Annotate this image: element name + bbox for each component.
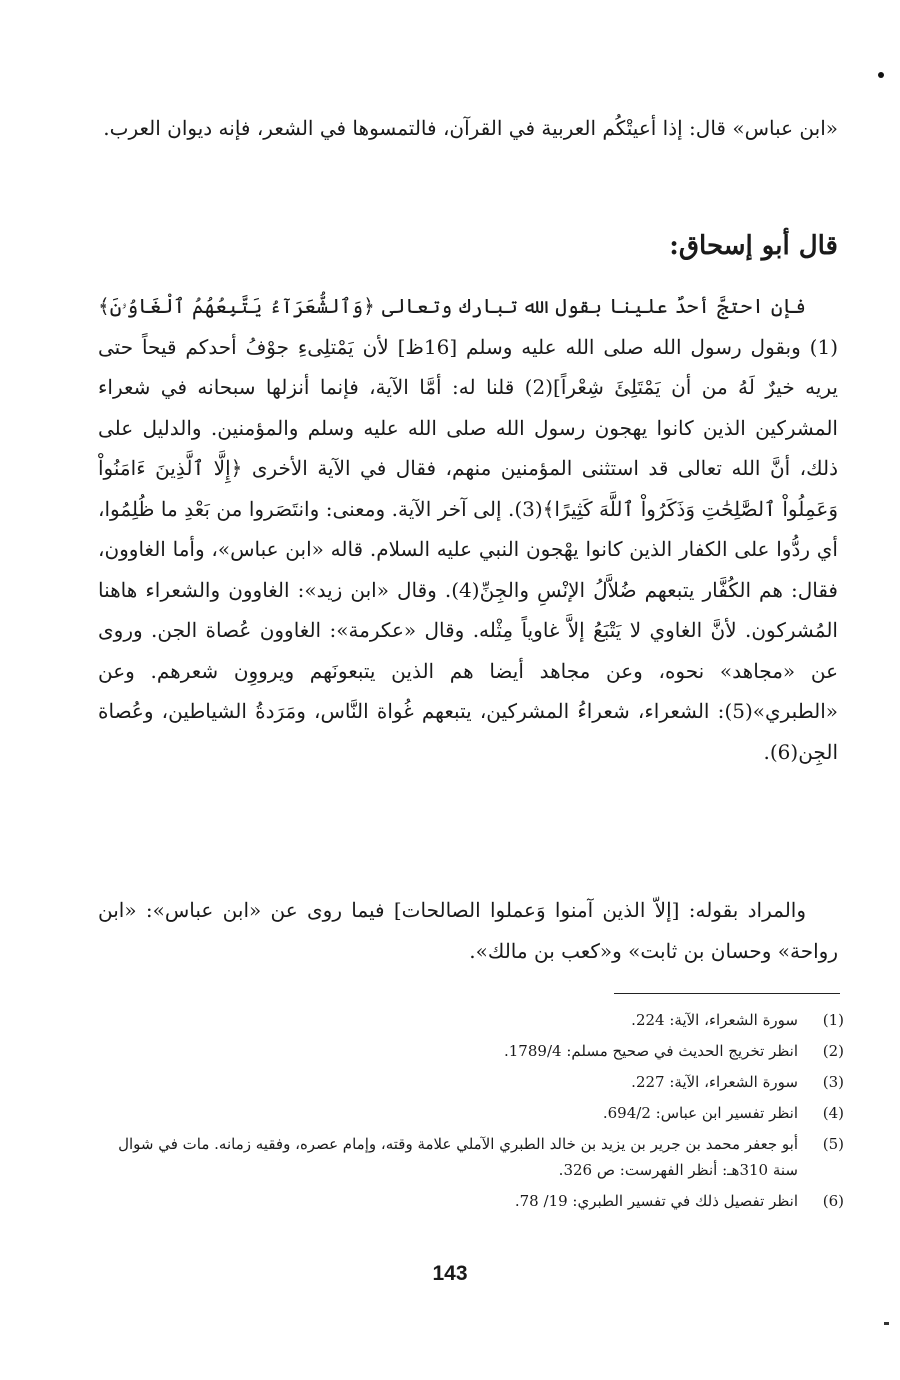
footnote-item — [98, 1100, 844, 1126]
footnote-item — [98, 1188, 844, 1214]
footnote-number: (6) — [822, 1192, 844, 1210]
footnote-item — [98, 1069, 844, 1095]
footnote-text: سورة الشعراء، الآية: 224. — [631, 1011, 798, 1029]
closing-paragraph: والمراد بقوله: [إلاّ الذين آمنوا وَعملوا الصالحات] فيما روى عن «ابن عباس»: «ابن رواحة» وحسان بن ثابت» و«كعب بن مالك». — [98, 898, 838, 963]
page-number: 143 — [432, 1262, 468, 1285]
footnote-text: سورة الشعراء، الآية: 227. — [631, 1073, 798, 1091]
footnote-text: انظر تفسير ابن عباس: 694/2. — [602, 1104, 798, 1122]
footnote-text: انظر تفصيل ذلك في تفسير الطبري: 19/ 78. — [514, 1192, 798, 1210]
main-paragraph: فإن احتجَّ أحدٌ علينا بقول الله تبارك وتعالى ﴿وَٱلشُّعَرَآءُ يَتَّبِعُهُمُ ٱلْغَاوُۥنَ﴾(1) وبقول رسول الله صلى الله عليه وسلم [16ظ] لأن يَمْتلِىءِ جوْفُ أحدكم قيحاً حتى يريه خيرٌ لَهُ من أن يَمْتَلِئَ شِعْراً](2) قلنا له: أمَّا الآية، فإنما أنزلها سبحانه في شعراء المشركين الذين كانوا يهجون رسول الله صلى الله عليه وسلم والمؤمنين. والدليل على ذلك، أنَّ الله تعالى قد استثنى المؤمنين منهم، فقال في الآية الأخرى ﴿إِلَّا ٱلَّذِينَ ءَامَنُواْ وَعَمِلُواْ ٱلصَّٰلِحَٰتِ وَذَكَرُواْ ٱللَّهَ كَثِيرًا﴾(3). إلى آخر الآية. ومعنى: وانتَصَروا من بَعْدِ ما ظُلِمُوا، أي ردُّوا على الكفار الذين كانوا يهْجون النبي عليه السلام. قاله «ابن عباس»، وأما الغاوون، فقال: هم الكُفَّار يتبعهم ضُلاَّلُ الإنْسِ والجِنِّ(4). وقال «ابن زيد»: الغاوون والشعراء هاهنا المُشركون. لأنَّ الغاوي لا يَتْبَعُ إلاَّ غاوياً مِثْله. وقال «عكرمة»: الغاوون عُصاة الجن. وروى عن «مجاهد» نحوه، وعن مجاهد أيضا هم الذين يتبعونَهم ويرووِن شعرهم. وعن «الطبري»(5): الشعراء، شعراءُ المشركين، يتبعهم غُواة النَّاس، ومَرَدةُ الشياطين، وعُصاة الجِن(6). — [98, 294, 838, 764]
margin-ink-dot — [878, 72, 884, 78]
footnote-text: أبو جعفر محمد بن جرير بن يزيد بن خالد الطبري الآملي علامة وقته، وإمام عصره، وفقيه زمانه. مات في شوال سنة 310هـ: أنظر الفهرست: ص 326. — [118, 1135, 798, 1179]
footnotes-list — [98, 1007, 844, 1219]
margin-ink-mark — [884, 1322, 889, 1325]
footnote-separator — [614, 993, 840, 994]
footnote-item — [98, 1038, 844, 1064]
footnote-item — [98, 1007, 844, 1033]
intro-paragraph: «ابن عباس» قال: إذا أعيتْكُم العربية في القرآن، فالتمسوها في الشعر، فإنه ديوان العرب. — [103, 116, 838, 140]
footnote-item — [98, 1131, 844, 1183]
footnote-number: (5) — [822, 1135, 844, 1153]
section-heading: قال أبو إسحاق: — [669, 231, 838, 261]
footnote-number: (2) — [822, 1042, 844, 1060]
footnote-text: انظر تخريج الحديث في صحيح مسلم: 1789/4. — [503, 1042, 798, 1060]
footnote-number: (4) — [822, 1104, 844, 1122]
footnote-number: (1) — [822, 1011, 844, 1029]
footnote-number: (3) — [822, 1073, 844, 1091]
